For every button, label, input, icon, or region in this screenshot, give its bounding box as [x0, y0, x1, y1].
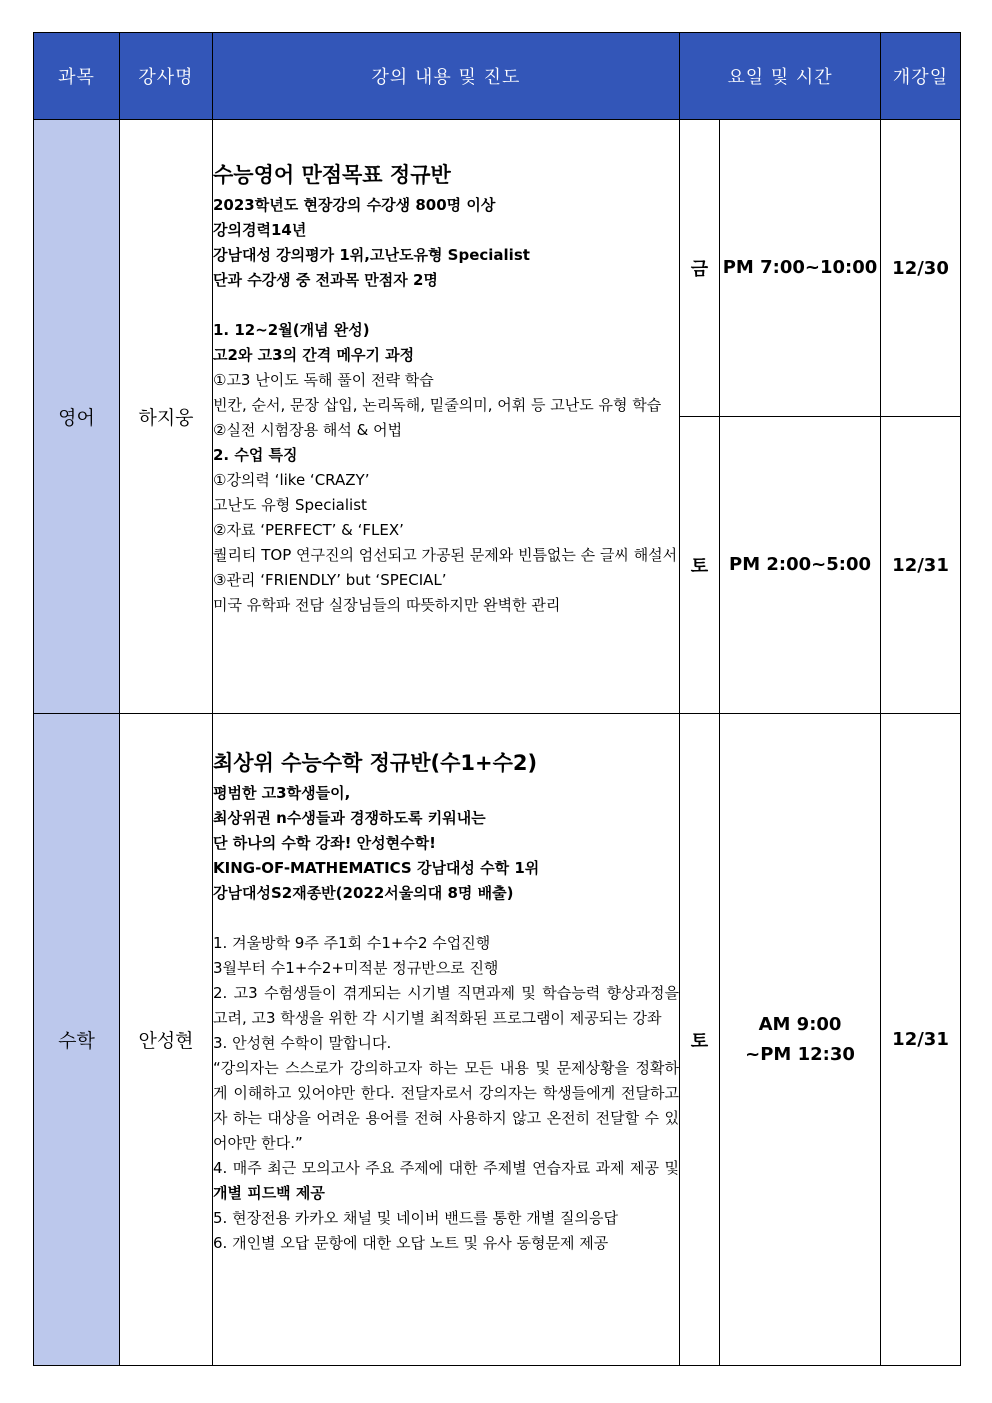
- start-date-cell: 12/31: [881, 417, 961, 714]
- course-description: [213, 193, 679, 618]
- header-schedule: 요일 및 시간: [680, 33, 881, 120]
- time-cell: [720, 120, 881, 417]
- course-line-text: 평범한 고3학생들이,: [213, 784, 351, 802]
- course-line: [213, 931, 679, 956]
- course-description: [213, 781, 679, 1256]
- course-line-text: ①강의력 ‘like ‘CRAZY’: [213, 471, 370, 489]
- course-line: [213, 956, 679, 981]
- course-line: [213, 568, 679, 593]
- day-cell: 금: [680, 120, 720, 417]
- time-text-end: ~PM 12:30: [745, 1043, 855, 1065]
- course-line: [213, 368, 679, 393]
- course-line: [213, 243, 679, 268]
- time-text: PM 7:00~10:00: [722, 257, 878, 278]
- course-line-text: 최상위권 n수생들과 경쟁하도록 키워내는: [213, 809, 486, 827]
- course-line-text: 강남대성S2재종반(2022서울의대 8명 배출): [213, 884, 514, 902]
- course-line: [213, 443, 679, 468]
- course-line: [213, 318, 679, 343]
- course-line-text: 단 하나의 수학 강좌! 안성현수학!: [213, 834, 436, 852]
- course-line: [213, 543, 679, 568]
- course-line: [213, 906, 679, 931]
- course-line-text: 5. 현장전용 카카오 채널 및 네이버 밴드를 통한 개별 질의응답: [213, 1209, 618, 1227]
- course-line: [213, 1156, 679, 1206]
- course-line: [213, 268, 679, 293]
- math-row: [34, 714, 961, 1366]
- time-text: PM 2:00~5:00: [729, 554, 871, 575]
- course-line-text: ③관리 ‘FRIENDLY’ but ‘SPECIAL’: [213, 571, 447, 589]
- header-content: 강의 내용 및 진도: [213, 33, 680, 120]
- course-line: [213, 856, 679, 881]
- course-content-math: [213, 714, 680, 1366]
- course-line-text: 고난도 유형 Specialist: [213, 496, 367, 514]
- course-line-text: ①고3 난이도 독해 풀이 전략 학습: [213, 371, 434, 389]
- course-line: [213, 881, 679, 906]
- course-line: [213, 1056, 679, 1156]
- course-line-text: KING-OF-MATHEMATICS 강남대성 수학 1위: [213, 859, 540, 877]
- header-subject: 과목: [34, 33, 120, 120]
- course-line-text: 빈칸, 순서, 문장 삽입, 논리독해, 밑줄의미, 어휘 등 고난도 유형 학습: [213, 396, 662, 414]
- time-cell: [720, 714, 881, 1366]
- course-line-text: 고2와 고3의 간격 메우기 과정: [213, 346, 415, 364]
- day-cell: 토: [680, 417, 720, 714]
- time-text-start: AM 9:00: [758, 1013, 842, 1035]
- course-line: [213, 418, 679, 443]
- course-content-english: [213, 120, 680, 714]
- course-line-emphasis: 개별 피드백 제공: [213, 1184, 325, 1202]
- course-line: [213, 593, 679, 618]
- header-row: [34, 33, 961, 120]
- course-line-text: 3월부터 수1+수2+미적분 정규반으로 진행: [213, 959, 499, 977]
- course-line: [213, 468, 679, 493]
- subject-english: 영어: [34, 120, 120, 714]
- course-line-text: 2. 수업 특징: [213, 446, 298, 464]
- course-line-text: 퀄리티 TOP 연구진의 엄선되고 가공된 문제와 빈틈없는 손 글씨 해설서: [213, 546, 678, 564]
- course-line-text: 2023학년도 현장강의 수강생 800명 이상: [213, 196, 496, 214]
- course-line: [213, 831, 679, 856]
- course-line: [213, 493, 679, 518]
- course-line: [213, 1231, 679, 1256]
- course-line: [213, 193, 679, 218]
- course-line-text: 1. 겨울방학 9주 주1회 수1+수2 수업진행: [213, 934, 491, 952]
- course-line-text: 강의경력14년: [213, 221, 307, 239]
- course-line: [213, 293, 679, 318]
- header-teacher: 강사명: [120, 33, 213, 120]
- course-line: [213, 781, 679, 806]
- course-line: [213, 393, 679, 418]
- course-line: [213, 1206, 679, 1231]
- course-line-text: 1. 12~2월(개념 완성): [213, 321, 370, 339]
- course-line-text: 4. 매주 최근 모의고사 주요 주제에 대한 주제별 연습자료 과제 제공 및: [213, 1159, 679, 1177]
- course-line: [213, 343, 679, 368]
- course-line: [213, 806, 679, 831]
- course-line-text: 3. 안성현 수학이 말합니다.: [213, 1034, 392, 1052]
- teacher-math: 안성현: [120, 714, 213, 1366]
- time-cell: [720, 417, 881, 714]
- course-line-text: 단과 수강생 중 전과목 만점자 2명: [213, 271, 438, 289]
- header-start-date: 개강일: [881, 33, 961, 120]
- course-line-text: ②실전 시험장용 해석 & 어법: [213, 421, 403, 439]
- course-line: [213, 518, 679, 543]
- course-title: 수능영어 만점목표 정규반: [213, 163, 451, 187]
- start-date-cell: 12/30: [881, 120, 961, 417]
- english-row-1: [34, 120, 961, 417]
- course-line: [213, 981, 679, 1031]
- course-line-text: 강남대성 강의평가 1위,고난도유형 Specialist: [213, 246, 530, 264]
- course-title: 최상위 수능수학 정규반(수1+수2): [213, 751, 538, 775]
- start-date-cell: 12/31: [881, 714, 961, 1366]
- teacher-english: 하지웅: [120, 120, 213, 714]
- course-line-text: 6. 개인별 오답 문항에 대한 오답 노트 및 유사 동형문제 제공: [213, 1234, 609, 1252]
- day-cell: 토: [680, 714, 720, 1366]
- course-line-text: 미국 유학파 전담 실장님들의 따뜻하지만 완벽한 관리: [213, 596, 561, 614]
- lecture-schedule-table: [33, 32, 961, 1366]
- course-line: [213, 1031, 679, 1056]
- course-line-text: 2. 고3 수험생들이 겪게되는 시기별 직면과제 및 학습능력 향상과정을 고려, 고3 학생을 위한 각 시기별 최적화된 프로그램이 제공되는 강좌: [213, 984, 679, 1027]
- course-line-text: ②자료 ‘PERFECT’ & ‘FLEX’: [213, 521, 404, 539]
- course-line: [213, 218, 679, 243]
- course-line-text: “강의자는 스스로가 강의하고자 하는 모든 내용 및 문제상황을 정확하게 이해하고 있어야만 한다. 전달자로서 강의자는 학생들에게 전달하고자 하는 대상을 어려운 용어를 전혀 사용하지 않고 온전히 전달할 수 있어야만 한다.”: [213, 1059, 679, 1152]
- subject-math: 수학: [34, 714, 120, 1366]
